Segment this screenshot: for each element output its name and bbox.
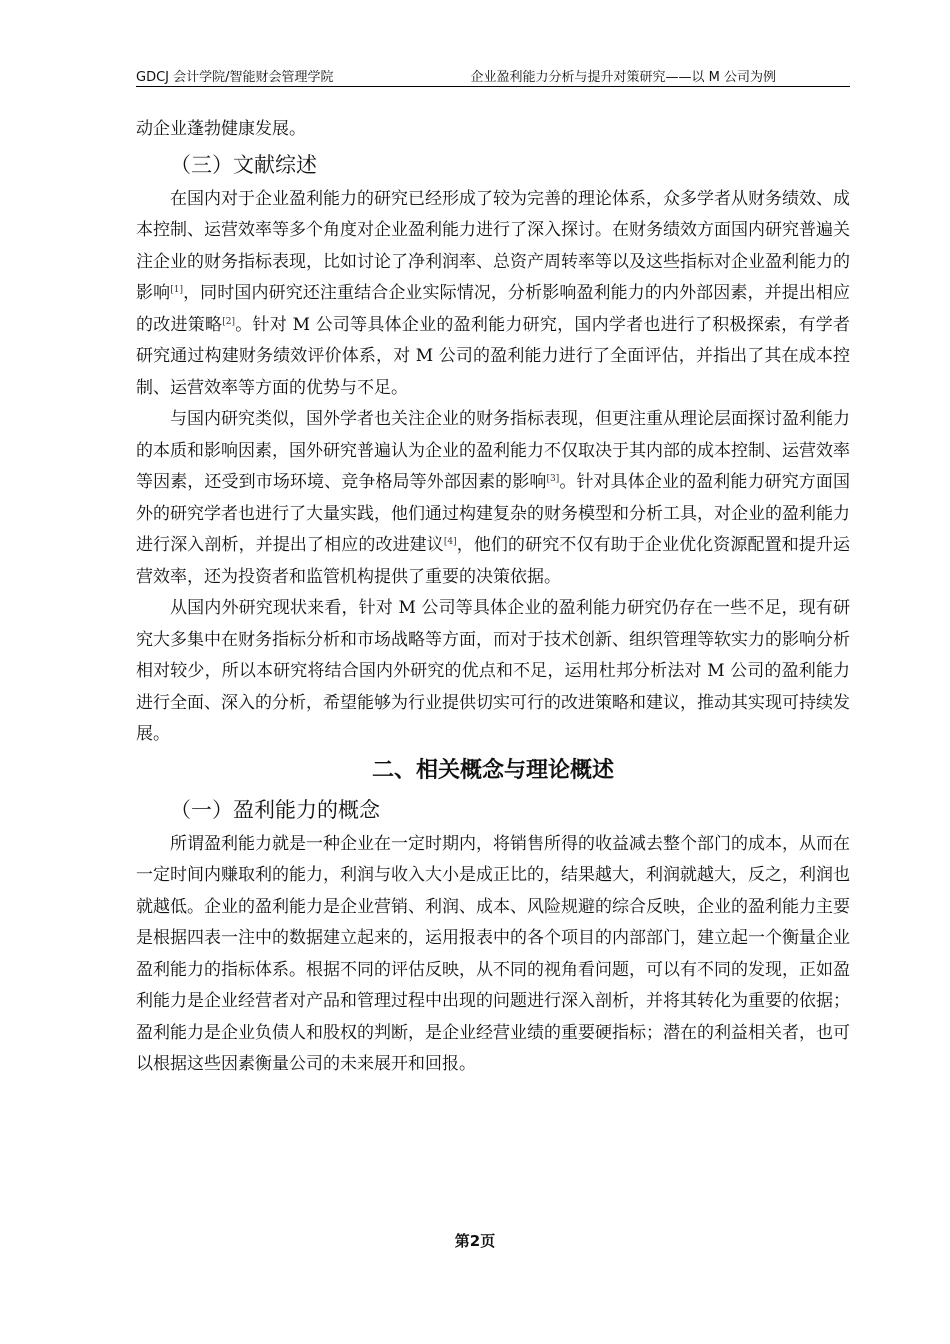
section-heading-literature-review: （三）文献综述 [170, 152, 317, 177]
lead-line: 动企业蓬勃健康发展。 [136, 119, 306, 139]
citation-3[interactable]: [3] [546, 474, 560, 484]
header-school: GDCJ 会计学院/智能财会管理学院 [136, 70, 334, 85]
paragraph-research-summary: 从国内外研究现状来看，针对 M 公司等具体企业的盈利能力研究仍存在一些不足，现有研究大多集中在财务指标分析和市场战略等方面，而对于技术创新、组织管理等软实力的影响分析相对较少，所以本研究将结合国内外研究的优点和不足，运用杜邦分析法对 M 公司的盈利能力进行全面、深入的分析，希望能够为行业提供切实可行的改进策略和建议，推动其实现可持续发展。 [136, 598, 850, 744]
page-header [136, 66, 850, 87]
document-body [136, 114, 850, 1081]
paragraph-domestic-research: 在国内对于企业盈利能力的研究已经形成了较为完善的理论体系，众多学者从财务绩效、成本控制、运营效率等多个角度对企业盈利能力进行了深入探讨。在财务绩效方面国内研究普遍关注企业的财务指标表现，比如讨论了净利润率、总资产周转率等以及这些指标对企业盈利能力的影响[1]，同时国内研究还注重结合企业实际情况，分析影响盈利能力的内外部因素，并提出相应的改进策略[2]。针对 M 公司等具体企业的盈利能力研究，国内学者也进行了积极探索，有学者研究通过构建财务绩效评价体系，对 M 公司的盈利能力进行了全面评估，并指出了其在成本控制、运营效率等方面的优势与不足。 [136, 188, 851, 398]
paragraph-profitability-definition: 所谓盈利能力就是一种企业在一定时期内，将销售所得的收益减去整个部门的成本，从而在一定时间内赚取利的能力，利润与收入大小是成正比的，结果越大，利润就越大，反之，利润也就越低。企业的盈利能力是企业营销、利润、成本、风险规避的综合反映，企业的盈利能力主要是根据四表一注中的数据建立起来的，运用报表中的各个项目的内部部门，建立起一个衡量企业盈利能力的指标体系。根据不同的评估反映，从不同的视角看问题，可以有不同的发现，正如盈利能力是企业经营者对产品和管理过程中出现的问题进行深入剖析，并将其转化为重要的依据；盈利能力是企业负债人和股权的判断，是企业经营业绩的重要硬指标；潜在的利益相关者，也可以根据这些因素衡量公司的未来展开和回报。 [136, 833, 850, 1074]
citation-4[interactable]: [4] [443, 537, 457, 547]
citation-1[interactable]: [1] [170, 285, 183, 295]
header-title: 企业盈利能力分析与提升对策研究——以 M 公司为例 [470, 70, 776, 85]
citation-2[interactable]: [2] [222, 316, 235, 327]
section-heading-profitability-concept: （一）盈利能力的概念 [170, 797, 380, 822]
page-number: 第2页 [454, 1232, 496, 1250]
paragraph-foreign-research: 与国内研究类似，国外学者也关注企业的财务指标表现，但更注重从理论层面探讨盈利能力的本质和影响因素，国外研究普遍认为企业的盈利能力不仅取决于其内部的成本控制、运营效率等因素，还受到市场环境、竞争格局等外部因素的影响[3]。针对具体企业的盈利能力研究方面国外的研究学者也进行了大量实践，他们通过构建复杂的财务模型和分析工具，对企业的盈利能力进行深入剖析，并提出了相应的改进建议[4]，他们的研究不仅有助于企业优化资源配置和提升运营效率，还为投资者和监管机构提供了重要的决策依据。 [136, 409, 851, 587]
chapter-heading-concepts: 二、相关概念与理论概述 [371, 757, 614, 783]
